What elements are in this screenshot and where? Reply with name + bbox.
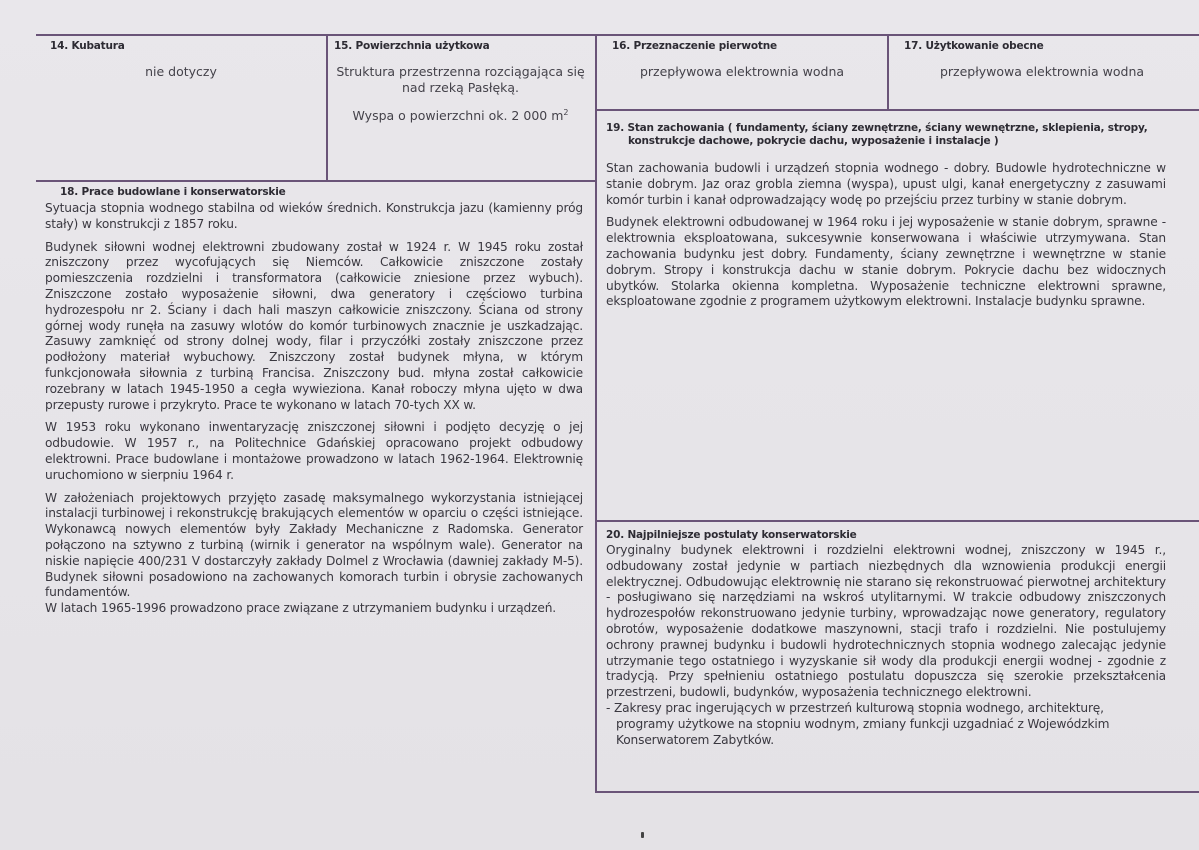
field-20-title: 20. Najpilniejsze postulaty konserwatorskie <box>606 529 857 541</box>
divider-15-18 <box>36 180 596 182</box>
divider-15-16 <box>595 34 597 792</box>
field-15-line1: Struktura przestrzenna rozciągająca się <box>336 64 585 79</box>
field-18-paragraph: Budynek siłowni wodnej elektrowni zbudowany został w 1924 r. W 1945 roku został zniszczony przez wycofujących się Niemców. Całkowicie zniszczone zostały pomieszczenia rozdzielni i transformatora (całkowicie zniesione przez wybuch). Zniszczone zostało wyposażenie siłowni, dwa generatory i częściowo turbina hydrozespołu nr 2. Ściany i dach hali maszyn całkowicie zniszczony. Ściana od strony górnej wody runęła na zasuwy wlotów do komór turbinowych znacznie je uszkadzając. Zasuwy zamknięć od strony dolnej wody, filar i przyczółki zostały zniszczone przez podłożony materiał wybuchowy. Zniszczony został budynek młyna, w którym funkcjonowała siłownia z turbiną Francisa. Zniszczony bud. młyna został całkowicie rozebrany w latach 1945-1950 a cegła wywieziona. Kanał roboczy młyna ujęto w dwa przepusty rurowe i przykryto. Prace te wykonano w latach 70-tych XX w. <box>45 239 583 412</box>
field-15-line3 <box>326 105 595 124</box>
top-border-line <box>36 34 1199 36</box>
field-19-paragraph: Budynek elektrowni odbudowanej w 1964 roku i jej wyposażenie w stanie dobrym, sprawne - elektrownia eksploatowana, sukcesywnie konserwowana i właściwie utrzymywana. Stan zachowania budynku jest dobry. Fundamenty, ściany zewnętrzne i wewnętrzne w stanie dobrym. Stropy i konstrukcja dachu w stanie dobrym. Pokrycie dachu bez widocznych ubytków. Stolarka okienna kompletna. Wyposażenie techniczne elektrowni sprawne, eksploatowane zgodnie z programem użytkowym elektrowni. Instalacje budynku sprawne. <box>606 215 1166 309</box>
field-19-title-line2: konstrukcje dachowe, pokrycie dachu, wyposażenie i instalacje ) <box>628 135 999 147</box>
punch-mark <box>641 832 644 838</box>
field-20-bullet-line1: - Zakresy prac ingerujących w przestrzeń kulturową stopnia wodnego, architekturę, <box>606 700 1104 715</box>
field-20-bullet-line2: programy użytkowe na stopniu wodnym, zmiany funkcji uzgadniać z Wojewódzkim <box>616 716 1110 731</box>
field-18-paragraph: W 1953 roku wykonano inwentaryzację zniszczonej siłowni i podjęto decyzję o jej odbudowie. W 1957 r., na Politechnice Gdańskiej opracowano projekt odbudowy elektrowni. Prace budowlane i montażowe prowadzono w latach 1962-1964. Elektrownię uruchomiono w sierpniu 1964 r. <box>45 420 583 482</box>
field-15-title: 15. Powierzchnia użytkowa <box>334 40 490 52</box>
field-20-body <box>606 543 1166 748</box>
field-18-paragraph: W założeniach projektowych przyjęto zasadę maksymalnego wykorzystania istniejącej instalacji turbinowej i rekonstrukcję brakujących elementów w oparciu o części istniejące. Wykonawcą nowych elementów były Zakłady Mechaniczne z Radomska. Generator połączono na sztywno z turbiną (wirnik i generator na wspólnym wale). Generator na niskie napięcie 400/231 V dostarczyły zakłady Dolmel z Wrocławia (dawniej zakłady M-5). Budynek siłowni posadowiono na zachowanych komorach turbin i obrysie zachowanych fundamentów. <box>45 490 583 600</box>
field-14-title: 14. Kubatura <box>50 40 125 52</box>
field-18-body <box>45 201 583 624</box>
field-15-value <box>326 64 595 124</box>
field-20-bullet-line3: Konserwatorem Zabytków. <box>616 732 774 747</box>
field-19-title <box>606 122 1196 148</box>
field-18-title: 18. Prace budowlane i konserwatorskie <box>60 186 286 198</box>
field-20-paragraph: Oryginalny budynek elektrowni i rozdzielni elektrowni wodnej, zniszczony w 1945 r., odbudowany został jedynie w partiach niezbędnych dla wznowienia produkcji energii elektrycznej. Odbudowując elektrownię nie starano się rekonstruować pierwotnej architektury - posługiwano się narzędziami na wskroś utylitarnymi. W trakcie odbudowy zniszczonych hydrozespołów rekonstruowano jedynie turbiny, wprowadzając nowe generatory, regulatory obrotów, wyposażenie dodatkowe maszynowni, stacji trafo i rozdzielni. Nie postulujemy ochrony prawnej budynku i budowli hydrotechnicznych stopnia wodnego zalecając jedynie utrzymanie tego ostatniego i wyzyskanie sił wody dla produkcji energii wodnej - zgodnie z tradycją. Przy spełnieniu ostatniego postulatu dopuszcza się szerokie przekształcenia przestrzeni, budowli, budynków, wyposażenia technicznego elektrowni. <box>606 543 1166 700</box>
divider-16-19 <box>595 109 1199 111</box>
field-16-value: przepływowa elektrownia wodna <box>639 64 845 79</box>
field-19-title-line1: 19. Stan zachowania ( fundamenty, ściany zewnętrzne, ściany wewnętrzne, sklepienia, stropy, <box>606 122 1148 134</box>
field-15-line2: nad rzeką Pasłęką. <box>401 80 520 95</box>
field-19-body <box>606 161 1166 317</box>
field-18-paragraph: Sytuacja stopnia wodnego stabilna od wieków średnich. Konstrukcja jazu (kamienny próg stały) w konstrukcji z 1857 roku. <box>45 201 583 231</box>
field-15-area: Wyspa o powierzchni ok. 2 000 m <box>352 108 564 124</box>
field-17-title: 17. Użytkowanie obecne <box>904 40 1044 52</box>
field-19-paragraph: Stan zachowania budowli i urządzeń stopnia wodnego - dobry. Budowle hydrotechniczne w stanie dobrym. Jaz oraz grobla ziemna (wyspa), upust ulgi, kanał energetyczny z zasuwami komór turbin i kanał odprowadzający wodę po przejściu przez turbiny w stanie dobrym. <box>606 161 1166 207</box>
field-14-value: nie dotyczy <box>145 64 217 79</box>
divider-19-20 <box>595 520 1199 522</box>
field-15-area-unit-sup: 2 <box>563 108 569 117</box>
bottom-line-20 <box>595 791 1199 793</box>
field-17-value: przepływowa elektrownia wodna <box>939 64 1145 79</box>
field-16-title: 16. Przeznaczenie pierwotne <box>612 40 777 52</box>
field-18-paragraph: W latach 1965-1996 prowadzono prace związane z utrzymaniem budynku i urządzeń. <box>45 601 557 616</box>
